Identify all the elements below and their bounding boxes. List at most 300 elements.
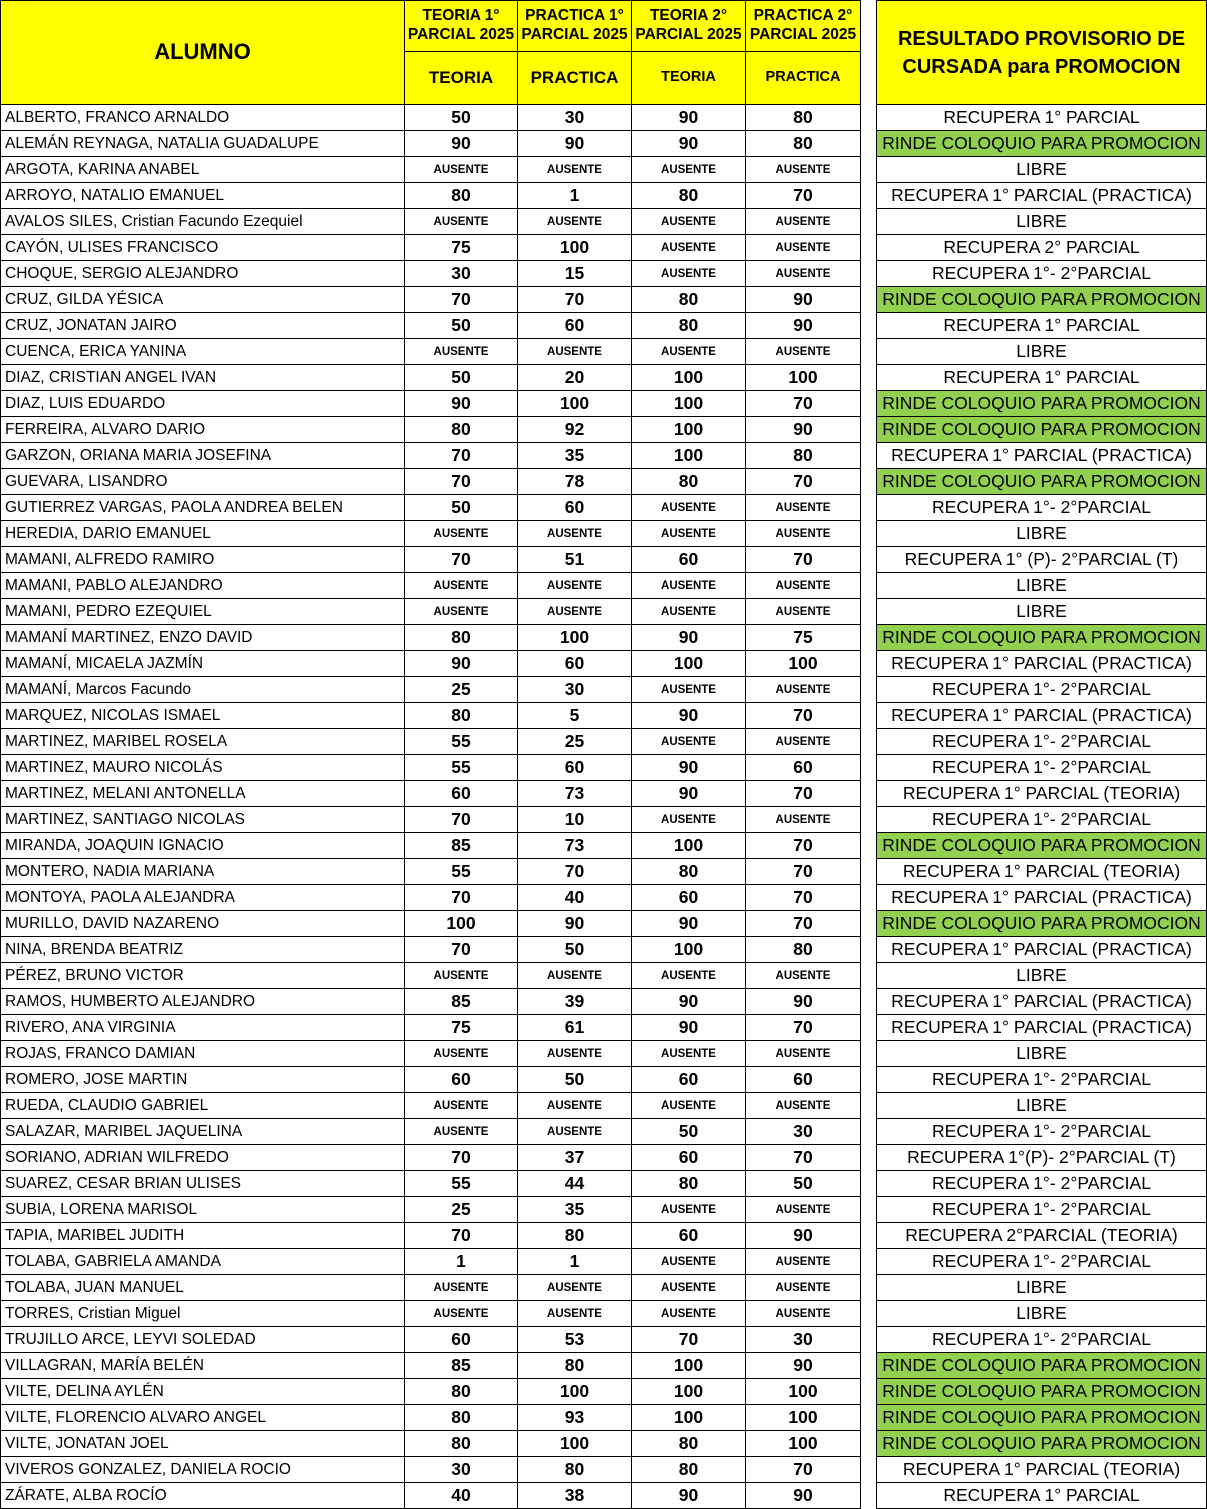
practica-1-cell[interactable]: 100 [518,235,632,261]
student-name-cell[interactable]: CHOQUE, SERGIO ALEJANDRO [1,261,405,287]
practica-2-cell[interactable]: 80 [746,443,861,469]
practica-2-cell[interactable]: 70 [746,885,861,911]
teoria-2-cell[interactable]: 80 [632,469,746,495]
practica-2-cell[interactable]: 90 [746,1483,861,1509]
teoria-2-cell[interactable]: 90 [632,911,746,937]
teoria-2-cell[interactable]: 90 [632,131,746,157]
practica-1-cell[interactable]: AUSENTE [518,1275,632,1301]
teoria-2-cell[interactable]: AUSENTE [632,599,746,625]
student-name-cell[interactable]: ALBERTO, FRANCO ARNALDO [1,105,405,131]
teoria-2-cell[interactable]: AUSENTE [632,1275,746,1301]
practica-2-cell[interactable]: AUSENTE [746,1041,861,1067]
teoria-1-cell[interactable]: 50 [405,313,518,339]
result-cell[interactable]: RECUPERA 1° PARCIAL (PRACTICA) [877,937,1207,963]
student-name-cell[interactable]: CUENCA, ERICA YANINA [1,339,405,365]
student-name-cell[interactable]: VILLAGRAN, MARÍA BELÉN [1,1353,405,1379]
practica-2-cell[interactable]: 70 [746,1015,861,1041]
practica-1-cell[interactable]: AUSENTE [518,573,632,599]
header-teoria-1-parcial[interactable]: TEORIA 1° PARCIAL 2025 [405,1,518,52]
teoria-2-cell[interactable]: AUSENTE [632,209,746,235]
teoria-2-cell[interactable]: 100 [632,391,746,417]
student-name-cell[interactable]: VILTE, JONATAN JOEL [1,1431,405,1457]
student-name-cell[interactable]: DIAZ, LUIS EDUARDO [1,391,405,417]
practica-1-cell[interactable]: 1 [518,1249,632,1275]
teoria-2-cell[interactable]: 80 [632,1171,746,1197]
result-cell[interactable]: RINDE COLOQUIO PARA PROMOCION [877,911,1207,937]
teoria-1-cell[interactable]: 30 [405,1457,518,1483]
result-cell[interactable]: LIBRE [877,339,1207,365]
practica-2-cell[interactable]: AUSENTE [746,1301,861,1327]
result-cell[interactable]: RINDE COLOQUIO PARA PROMOCION [877,1431,1207,1457]
teoria-1-cell[interactable]: 50 [405,365,518,391]
practica-1-cell[interactable]: AUSENTE [518,1041,632,1067]
practica-2-cell[interactable]: 80 [746,105,861,131]
teoria-2-cell[interactable]: AUSENTE [632,1041,746,1067]
practica-1-cell[interactable]: AUSENTE [518,339,632,365]
student-name-cell[interactable]: VILTE, DELINA AYLÉN [1,1379,405,1405]
practica-1-cell[interactable]: 5 [518,703,632,729]
practica-1-cell[interactable]: 10 [518,807,632,833]
practica-1-cell[interactable]: 90 [518,911,632,937]
teoria-1-cell[interactable]: AUSENTE [405,1119,518,1145]
teoria-2-cell[interactable]: AUSENTE [632,261,746,287]
practica-2-cell[interactable]: 70 [746,1457,861,1483]
teoria-1-cell[interactable]: AUSENTE [405,339,518,365]
practica-1-cell[interactable]: 40 [518,885,632,911]
practica-2-cell[interactable]: 30 [746,1327,861,1353]
practica-2-cell[interactable]: 80 [746,937,861,963]
student-name-cell[interactable]: TRUJILLO ARCE, LEYVI SOLEDAD [1,1327,405,1353]
teoria-1-cell[interactable]: 80 [405,1379,518,1405]
practica-1-cell[interactable]: 92 [518,417,632,443]
teoria-2-cell[interactable]: AUSENTE [632,235,746,261]
result-cell[interactable]: LIBRE [877,1093,1207,1119]
result-cell[interactable]: RINDE COLOQUIO PARA PROMOCION [877,1379,1207,1405]
practica-2-cell[interactable]: 100 [746,365,861,391]
teoria-1-cell[interactable]: 80 [405,183,518,209]
practica-2-cell[interactable]: 70 [746,547,861,573]
teoria-1-cell[interactable]: 30 [405,261,518,287]
practica-2-cell[interactable]: 50 [746,1171,861,1197]
teoria-1-cell[interactable]: 70 [405,885,518,911]
teoria-2-cell[interactable]: 60 [632,1067,746,1093]
practica-2-cell[interactable]: AUSENTE [746,495,861,521]
practica-2-cell[interactable]: AUSENTE [746,1249,861,1275]
result-cell[interactable]: RINDE COLOQUIO PARA PROMOCION [877,1353,1207,1379]
teoria-2-cell[interactable]: AUSENTE [632,1249,746,1275]
practica-2-cell[interactable]: 70 [746,1145,861,1171]
teoria-1-cell[interactable]: 60 [405,1067,518,1093]
teoria-1-cell[interactable]: 85 [405,833,518,859]
teoria-1-cell[interactable]: AUSENTE [405,1041,518,1067]
practica-1-cell[interactable]: AUSENTE [518,1093,632,1119]
student-name-cell[interactable]: SUBIA, LORENA MARISOL [1,1197,405,1223]
teoria-1-cell[interactable]: 70 [405,1223,518,1249]
practica-2-cell[interactable]: AUSENTE [746,1197,861,1223]
student-name-cell[interactable]: MONTOYA, PAOLA ALEJANDRA [1,885,405,911]
student-name-cell[interactable]: RUEDA, CLAUDIO GABRIEL [1,1093,405,1119]
result-cell[interactable]: RINDE COLOQUIO PARA PROMOCION [877,287,1207,313]
student-name-cell[interactable]: MONTERO, NADIA MARIANA [1,859,405,885]
practica-1-cell[interactable]: 100 [518,1431,632,1457]
result-cell[interactable]: RECUPERA 1° PARCIAL (TEORIA) [877,859,1207,885]
practica-1-cell[interactable]: AUSENTE [518,963,632,989]
student-name-cell[interactable]: TOLABA, GABRIELA AMANDA [1,1249,405,1275]
result-cell[interactable]: RECUPERA 1° PARCIAL (TEORIA) [877,1457,1207,1483]
teoria-1-cell[interactable]: 55 [405,729,518,755]
practica-2-cell[interactable]: AUSENTE [746,963,861,989]
practica-1-cell[interactable]: AUSENTE [518,157,632,183]
practica-1-cell[interactable]: 60 [518,495,632,521]
student-name-cell[interactable]: FERREIRA, ALVARO DARIO [1,417,405,443]
teoria-2-cell[interactable]: 90 [632,625,746,651]
practica-2-cell[interactable]: 60 [746,755,861,781]
practica-1-cell[interactable]: AUSENTE [518,1119,632,1145]
teoria-1-cell[interactable]: AUSENTE [405,1301,518,1327]
practica-1-cell[interactable]: 38 [518,1483,632,1509]
teoria-2-cell[interactable]: AUSENTE [632,157,746,183]
result-cell[interactable]: RECUPERA 1° PARCIAL [877,365,1207,391]
student-name-cell[interactable]: CRUZ, JONATAN JAIRO [1,313,405,339]
practica-1-cell[interactable]: 60 [518,651,632,677]
result-cell[interactable]: RINDE COLOQUIO PARA PROMOCION [877,625,1207,651]
practica-2-cell[interactable]: 70 [746,391,861,417]
teoria-1-cell[interactable]: 40 [405,1483,518,1509]
teoria-2-cell[interactable]: AUSENTE [632,1093,746,1119]
practica-1-cell[interactable]: 70 [518,287,632,313]
teoria-1-cell[interactable]: 60 [405,781,518,807]
practica-2-cell[interactable]: AUSENTE [746,677,861,703]
student-name-cell[interactable]: MAMANÍ, Marcos Facundo [1,677,405,703]
teoria-1-cell[interactable]: 80 [405,417,518,443]
subheader-teoria-2[interactable]: TEORIA [632,52,746,105]
teoria-2-cell[interactable]: AUSENTE [632,807,746,833]
header-practica-2-parcial[interactable]: PRACTICA 2° PARCIAL 2025 [746,1,861,52]
practica-1-cell[interactable]: 1 [518,183,632,209]
student-name-cell[interactable]: ROJAS, FRANCO DAMIAN [1,1041,405,1067]
header-teoria-2-parcial[interactable]: TEORIA 2° PARCIAL 2025 [632,1,746,52]
practica-1-cell[interactable]: 30 [518,105,632,131]
practica-2-cell[interactable]: AUSENTE [746,157,861,183]
result-cell[interactable]: RECUPERA 1°- 2°PARCIAL [877,1067,1207,1093]
practica-1-cell[interactable]: 100 [518,625,632,651]
student-name-cell[interactable]: PÉREZ, BRUNO VICTOR [1,963,405,989]
teoria-1-cell[interactable]: 80 [405,703,518,729]
teoria-1-cell[interactable]: 70 [405,469,518,495]
practica-1-cell[interactable]: 73 [518,833,632,859]
teoria-1-cell[interactable]: 100 [405,911,518,937]
practica-2-cell[interactable]: 70 [746,859,861,885]
practica-1-cell[interactable]: 37 [518,1145,632,1171]
teoria-2-cell[interactable]: 90 [632,989,746,1015]
practica-1-cell[interactable]: 35 [518,443,632,469]
practica-1-cell[interactable]: 60 [518,755,632,781]
practica-2-cell[interactable]: AUSENTE [746,1275,861,1301]
result-cell[interactable]: RECUPERA 1°- 2°PARCIAL [877,1171,1207,1197]
teoria-2-cell[interactable]: 100 [632,833,746,859]
result-cell[interactable]: RECUPERA 1° PARCIAL [877,105,1207,131]
practica-1-cell[interactable]: AUSENTE [518,599,632,625]
student-name-cell[interactable]: MAMANI, PABLO ALEJANDRO [1,573,405,599]
result-cell[interactable]: LIBRE [877,1301,1207,1327]
practica-1-cell[interactable]: 39 [518,989,632,1015]
student-name-cell[interactable]: MIRANDA, JOAQUIN IGNACIO [1,833,405,859]
result-cell[interactable]: RECUPERA 1°(P)- 2°PARCIAL (T) [877,1145,1207,1171]
teoria-2-cell[interactable]: 60 [632,547,746,573]
teoria-2-cell[interactable]: 100 [632,365,746,391]
practica-2-cell[interactable]: AUSENTE [746,521,861,547]
practica-1-cell[interactable]: 53 [518,1327,632,1353]
practica-1-cell[interactable]: 15 [518,261,632,287]
student-name-cell[interactable]: ROMERO, JOSE MARTIN [1,1067,405,1093]
result-cell[interactable]: RECUPERA 1°- 2°PARCIAL [877,261,1207,287]
practica-2-cell[interactable]: 70 [746,911,861,937]
student-name-cell[interactable]: MARQUEZ, NICOLAS ISMAEL [1,703,405,729]
practica-2-cell[interactable]: AUSENTE [746,573,861,599]
student-name-cell[interactable]: TORRES, Cristian Miguel [1,1301,405,1327]
teoria-1-cell[interactable]: 75 [405,1015,518,1041]
teoria-2-cell[interactable]: 60 [632,885,746,911]
teoria-2-cell[interactable]: AUSENTE [632,1301,746,1327]
teoria-2-cell[interactable]: AUSENTE [632,1197,746,1223]
practica-2-cell[interactable]: 70 [746,833,861,859]
result-cell[interactable]: RECUPERA 1°- 2°PARCIAL [877,1327,1207,1353]
practica-1-cell[interactable]: 50 [518,937,632,963]
result-cell[interactable]: RINDE COLOQUIO PARA PROMOCION [877,391,1207,417]
practica-1-cell[interactable]: 61 [518,1015,632,1041]
teoria-2-cell[interactable]: 80 [632,859,746,885]
teoria-1-cell[interactable]: AUSENTE [405,209,518,235]
teoria-2-cell[interactable]: AUSENTE [632,521,746,547]
practica-2-cell[interactable]: 70 [746,703,861,729]
practica-2-cell[interactable]: 100 [746,1379,861,1405]
teoria-2-cell[interactable]: 70 [632,1327,746,1353]
teoria-2-cell[interactable]: 80 [632,287,746,313]
student-name-cell[interactable]: MAMANI, ALFREDO RAMIRO [1,547,405,573]
practica-1-cell[interactable]: 30 [518,677,632,703]
practica-1-cell[interactable]: 44 [518,1171,632,1197]
teoria-2-cell[interactable]: 100 [632,651,746,677]
student-name-cell[interactable]: MARTINEZ, MARIBEL ROSELA [1,729,405,755]
subheader-practica-2[interactable]: PRACTICA [746,52,861,105]
practica-2-cell[interactable]: 70 [746,781,861,807]
result-cell[interactable]: RECUPERA 1° PARCIAL (PRACTICA) [877,989,1207,1015]
teoria-2-cell[interactable]: 100 [632,1353,746,1379]
teoria-2-cell[interactable]: 50 [632,1119,746,1145]
practica-2-cell[interactable]: 100 [746,1405,861,1431]
teoria-2-cell[interactable]: AUSENTE [632,963,746,989]
student-name-cell[interactable]: MAMANÍ, MICAELA JAZMÍN [1,651,405,677]
student-name-cell[interactable]: MARTINEZ, MELANI ANTONELLA [1,781,405,807]
teoria-2-cell[interactable]: 90 [632,781,746,807]
teoria-2-cell[interactable]: 90 [632,105,746,131]
practica-2-cell[interactable]: 90 [746,417,861,443]
practica-1-cell[interactable]: 90 [518,131,632,157]
teoria-1-cell[interactable]: AUSENTE [405,521,518,547]
practica-1-cell[interactable]: 78 [518,469,632,495]
teoria-2-cell[interactable]: 80 [632,1457,746,1483]
teoria-1-cell[interactable]: 1 [405,1249,518,1275]
teoria-2-cell[interactable]: 100 [632,937,746,963]
result-cell[interactable]: RECUPERA 1°- 2°PARCIAL [877,755,1207,781]
practica-2-cell[interactable]: 100 [746,1431,861,1457]
student-name-cell[interactable]: NINA, BRENDA BEATRIZ [1,937,405,963]
student-name-cell[interactable]: GARZON, ORIANA MARIA JOSEFINA [1,443,405,469]
result-cell[interactable]: RINDE COLOQUIO PARA PROMOCION [877,1405,1207,1431]
subheader-teoria-1[interactable]: TEORIA [405,52,518,105]
student-name-cell[interactable]: ALEMÁN REYNAGA, NATALIA GUADALUPE [1,131,405,157]
teoria-1-cell[interactable]: 85 [405,1353,518,1379]
practica-1-cell[interactable]: 93 [518,1405,632,1431]
practica-1-cell[interactable]: 80 [518,1353,632,1379]
practica-1-cell[interactable]: 25 [518,729,632,755]
practica-2-cell[interactable]: AUSENTE [746,235,861,261]
teoria-2-cell[interactable]: 100 [632,443,746,469]
result-cell[interactable]: RECUPERA 1°- 2°PARCIAL [877,729,1207,755]
teoria-2-cell[interactable]: 100 [632,417,746,443]
teoria-1-cell[interactable]: 50 [405,105,518,131]
teoria-2-cell[interactable]: 100 [632,1405,746,1431]
student-name-cell[interactable]: RIVERO, ANA VIRGINIA [1,1015,405,1041]
practica-1-cell[interactable]: 73 [518,781,632,807]
teoria-2-cell[interactable]: 80 [632,1431,746,1457]
result-cell[interactable]: LIBRE [877,599,1207,625]
teoria-1-cell[interactable]: 70 [405,1145,518,1171]
practica-2-cell[interactable]: 75 [746,625,861,651]
teoria-1-cell[interactable]: 85 [405,989,518,1015]
result-cell[interactable]: RECUPERA 1° PARCIAL [877,313,1207,339]
student-name-cell[interactable]: HEREDIA, DARIO EMANUEL [1,521,405,547]
teoria-2-cell[interactable]: 80 [632,183,746,209]
teoria-2-cell[interactable]: AUSENTE [632,729,746,755]
header-practica-1-parcial[interactable]: PRACTICA 1° PARCIAL 2025 [518,1,632,52]
practica-2-cell[interactable]: 100 [746,651,861,677]
student-name-cell[interactable]: MURILLO, DAVID NAZARENO [1,911,405,937]
result-cell[interactable]: RECUPERA 1° PARCIAL (PRACTICA) [877,885,1207,911]
practica-1-cell[interactable]: 51 [518,547,632,573]
teoria-1-cell[interactable]: 70 [405,287,518,313]
student-name-cell[interactable]: SALAZAR, MARIBEL JAQUELINA [1,1119,405,1145]
result-cell[interactable]: RECUPERA 1° PARCIAL (TEORIA) [877,781,1207,807]
teoria-1-cell[interactable]: 75 [405,235,518,261]
result-cell[interactable]: RECUPERA 1°- 2°PARCIAL [877,1119,1207,1145]
practica-1-cell[interactable]: 100 [518,1379,632,1405]
student-name-cell[interactable]: MARTINEZ, SANTIAGO NICOLAS [1,807,405,833]
result-cell[interactable]: LIBRE [877,1041,1207,1067]
practica-2-cell[interactable]: 90 [746,287,861,313]
practica-2-cell[interactable]: AUSENTE [746,599,861,625]
teoria-2-cell[interactable]: 60 [632,1223,746,1249]
student-name-cell[interactable]: SUAREZ, CESAR BRIAN ULISES [1,1171,405,1197]
result-cell[interactable]: LIBRE [877,573,1207,599]
teoria-1-cell[interactable]: AUSENTE [405,573,518,599]
student-name-cell[interactable]: ARGOTA, KARINA ANABEL [1,157,405,183]
practica-2-cell[interactable]: 30 [746,1119,861,1145]
student-name-cell[interactable]: MAMANI, PEDRO EZEQUIEL [1,599,405,625]
teoria-1-cell[interactable]: 55 [405,1171,518,1197]
teoria-2-cell[interactable]: 60 [632,1145,746,1171]
result-cell[interactable]: RECUPERA 1° PARCIAL (PRACTICA) [877,651,1207,677]
practica-2-cell[interactable]: 80 [746,131,861,157]
practica-2-cell[interactable]: 90 [746,989,861,1015]
teoria-2-cell[interactable]: 90 [632,755,746,781]
practica-1-cell[interactable]: AUSENTE [518,209,632,235]
result-cell[interactable]: LIBRE [877,963,1207,989]
result-cell[interactable]: RECUPERA 2° PARCIAL [877,235,1207,261]
teoria-2-cell[interactable]: 90 [632,1483,746,1509]
student-name-cell[interactable]: CAYÓN, ULISES FRANCISCO [1,235,405,261]
result-cell[interactable]: RECUPERA 1°- 2°PARCIAL [877,807,1207,833]
practica-2-cell[interactable]: AUSENTE [746,729,861,755]
result-cell[interactable]: RECUPERA 1°- 2°PARCIAL [877,495,1207,521]
teoria-1-cell[interactable]: 90 [405,651,518,677]
teoria-1-cell[interactable]: 80 [405,1405,518,1431]
teoria-2-cell[interactable]: AUSENTE [632,495,746,521]
student-name-cell[interactable]: ZÁRATE, ALBA ROCÍO [1,1483,405,1509]
student-name-cell[interactable]: TAPIA, MARIBEL JUDITH [1,1223,405,1249]
teoria-2-cell[interactable]: AUSENTE [632,573,746,599]
result-cell[interactable]: RECUPERA 2°PARCIAL (TEORIA) [877,1223,1207,1249]
student-name-cell[interactable]: MAMANÍ MARTINEZ, ENZO DAVID [1,625,405,651]
result-cell[interactable]: LIBRE [877,521,1207,547]
result-cell[interactable]: LIBRE [877,1275,1207,1301]
practica-2-cell[interactable]: AUSENTE [746,339,861,365]
practica-1-cell[interactable]: 70 [518,859,632,885]
teoria-1-cell[interactable]: 70 [405,547,518,573]
subheader-practica-1[interactable]: PRACTICA [518,52,632,105]
teoria-1-cell[interactable]: AUSENTE [405,157,518,183]
teoria-2-cell[interactable]: AUSENTE [632,339,746,365]
practica-1-cell[interactable]: 35 [518,1197,632,1223]
student-name-cell[interactable]: GUTIERREZ VARGAS, PAOLA ANDREA BELEN [1,495,405,521]
teoria-1-cell[interactable]: 70 [405,807,518,833]
practica-2-cell[interactable]: 90 [746,1223,861,1249]
practica-1-cell[interactable]: 20 [518,365,632,391]
practica-2-cell[interactable]: 90 [746,313,861,339]
result-cell[interactable]: RINDE COLOQUIO PARA PROMOCION [877,469,1207,495]
student-name-cell[interactable]: SORIANO, ADRIAN WILFREDO [1,1145,405,1171]
result-cell[interactable]: RECUPERA 1° PARCIAL (PRACTICA) [877,183,1207,209]
teoria-1-cell[interactable]: AUSENTE [405,1275,518,1301]
practica-1-cell[interactable]: AUSENTE [518,521,632,547]
teoria-2-cell[interactable]: AUSENTE [632,677,746,703]
result-cell[interactable]: RECUPERA 1° PARCIAL (PRACTICA) [877,703,1207,729]
practica-2-cell[interactable]: AUSENTE [746,261,861,287]
result-cell[interactable]: RECUPERA 1°- 2°PARCIAL [877,677,1207,703]
student-name-cell[interactable]: MARTINEZ, MAURO NICOLÁS [1,755,405,781]
practica-2-cell[interactable]: AUSENTE [746,209,861,235]
student-name-cell[interactable]: TOLABA, JUAN MANUEL [1,1275,405,1301]
result-cell[interactable]: RECUPERA 1° PARCIAL (PRACTICA) [877,443,1207,469]
result-cell[interactable]: RECUPERA 1° (P)- 2°PARCIAL (T) [877,547,1207,573]
teoria-1-cell[interactable]: 80 [405,625,518,651]
practica-2-cell[interactable]: 70 [746,469,861,495]
teoria-1-cell[interactable]: 70 [405,443,518,469]
practica-1-cell[interactable]: 80 [518,1457,632,1483]
teoria-1-cell[interactable]: 90 [405,391,518,417]
result-cell[interactable]: LIBRE [877,209,1207,235]
result-cell[interactable]: LIBRE [877,157,1207,183]
student-name-cell[interactable]: GUEVARA, LISANDRO [1,469,405,495]
student-name-cell[interactable]: VIVEROS GONZALEZ, DANIELA ROCIO [1,1457,405,1483]
practica-1-cell[interactable]: 100 [518,391,632,417]
teoria-1-cell[interactable]: 55 [405,859,518,885]
practica-2-cell[interactable]: 90 [746,1353,861,1379]
teoria-1-cell[interactable]: AUSENTE [405,963,518,989]
teoria-1-cell[interactable]: 50 [405,495,518,521]
student-name-cell[interactable]: DIAZ, CRISTIAN ANGEL IVAN [1,365,405,391]
student-name-cell[interactable]: VILTE, FLORENCIO ALVARO ANGEL [1,1405,405,1431]
